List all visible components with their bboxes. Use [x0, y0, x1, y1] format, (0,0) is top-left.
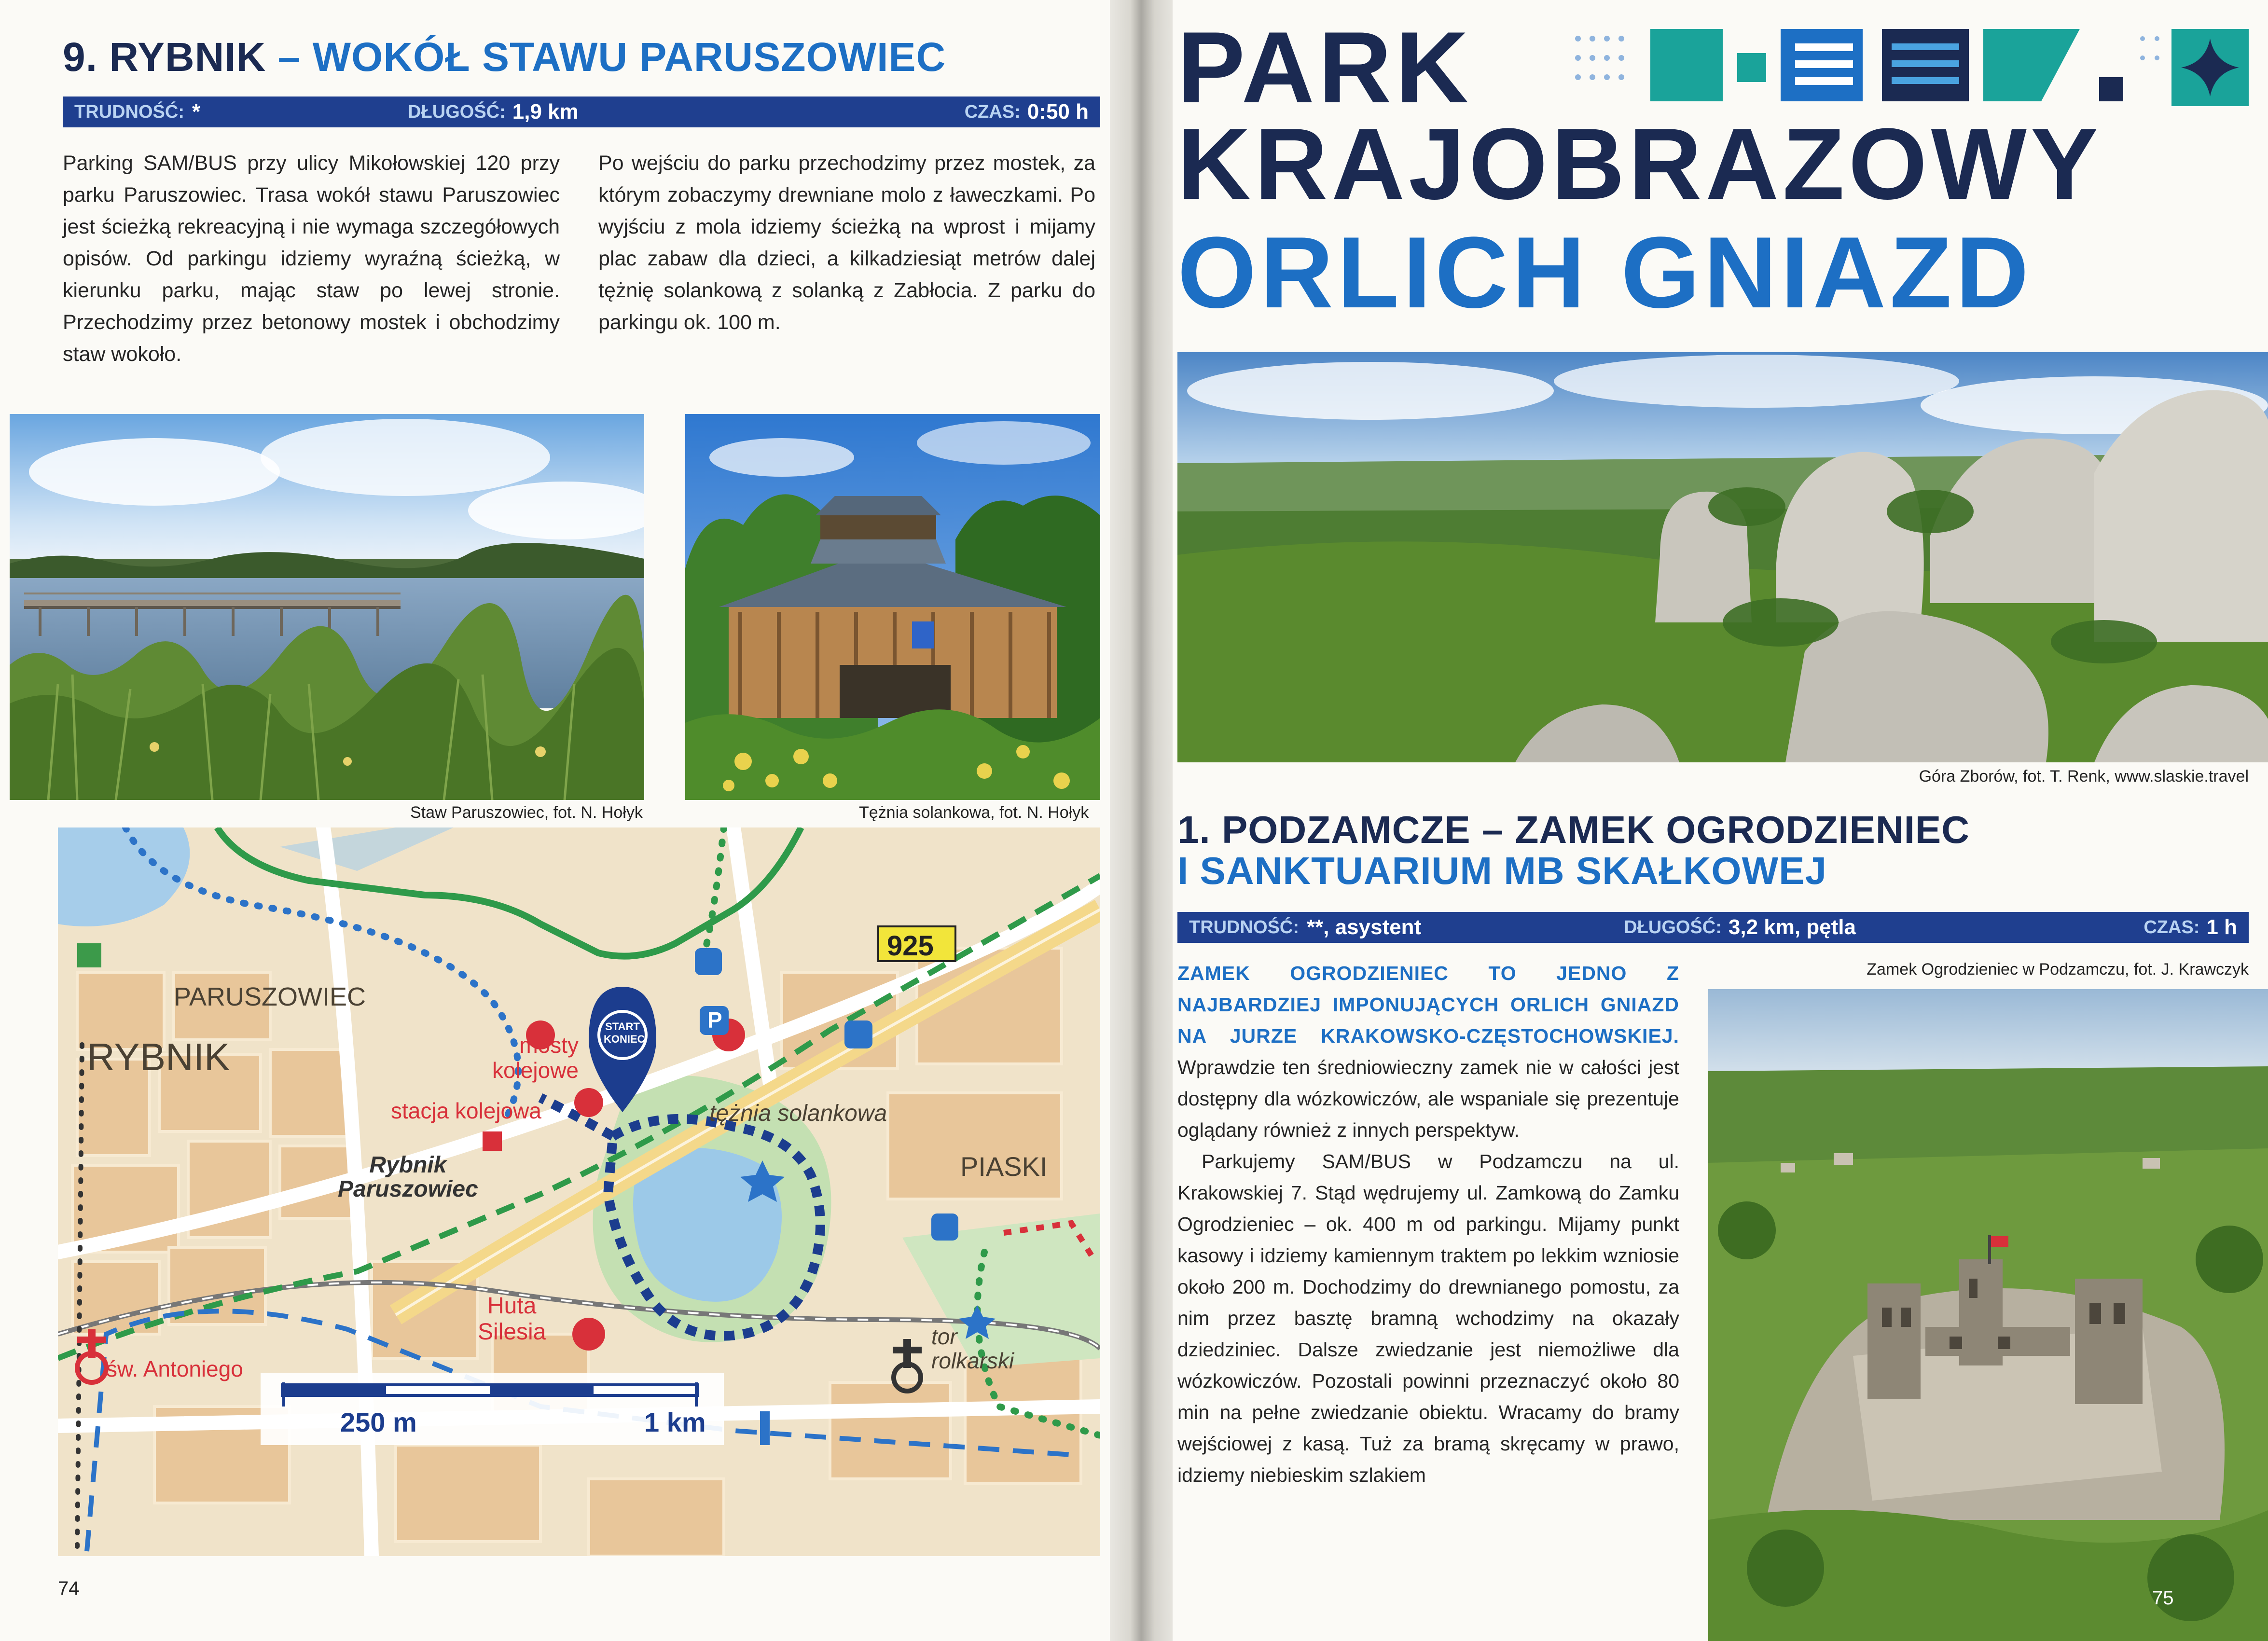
photo-staw-paruszowiec	[10, 414, 644, 800]
map-label-paruszowiec: PARUSZOWIEC	[174, 982, 366, 1011]
route-number-right: 1. PODZAMCZE	[1177, 808, 1471, 851]
right-page	[1173, 0, 2268, 1641]
left-page	[0, 0, 1110, 1641]
length-label-right: DŁUGOŚĆ:	[1624, 917, 1722, 938]
route-map	[58, 827, 1100, 1556]
end-label: KONIEC	[604, 1033, 645, 1045]
time-value: 0:50 h	[1027, 100, 1089, 124]
map-label-station-line-2: Paruszowiec	[338, 1176, 478, 1202]
time-label-right: CZAS:	[2144, 917, 2200, 938]
map-label-mosty-line-2: kolejowe	[492, 1058, 579, 1083]
map-label-antoniego: św. Antoniego	[106, 1356, 243, 1381]
time-value-right: 1 h	[2206, 915, 2237, 939]
right-paragraph-2: Parkujemy SAM/BUS w Podzamczu na ul. Krakowskiej 7. Stąd wędrujemy ul. Zamkową do Zamku Ogrodzieniec – ok. 400 m od parkingu. Mijamy punkt kasowy i idziemy kamiennym traktem po lekkim wzniosie około 200 m. Dochodzimy do drewnianego pomostu, za nim przez basztę bramną wchodzimy na okazały dziedziniec. Dalsze zwiedzanie jest niemożliwe dla wózkowiczów. Pozostali powinni przeznaczyć około 80 min na pełne zwiedzanie obiektu. Wracamy do bramy wejściowej z kasą. Tuż za bramą skręcamy w prawo, idziemy niebieskim szlakiem	[1177, 1150, 1679, 1486]
page-number-left: 74	[58, 1578, 80, 1599]
difficulty-value: *	[192, 100, 201, 124]
rocks-illustration	[1177, 352, 2268, 762]
caption-photo-2: Tężnia solankowa, fot. N. Hołyk	[859, 803, 1089, 822]
scale-label-1km: 1 km	[644, 1407, 706, 1437]
map-label-huta	[478, 1293, 546, 1345]
park-title-line-1: PARK	[1177, 11, 1473, 124]
route-info-bar-right	[1177, 912, 2249, 943]
caption-photo-1: Staw Paruszowiec, fot. N. Hołyk	[410, 803, 643, 822]
lake-illustration	[10, 414, 644, 800]
route-name: WOKÓŁ STAWU PARUSZOWIEC	[312, 34, 946, 80]
difficulty-label-right: TRUDNOŚĆ:	[1189, 917, 1299, 938]
photo-zamek-ogrodzieniec	[1708, 989, 2268, 1641]
photo-teznia-solankowa	[685, 414, 1100, 800]
route-title-right	[1177, 808, 1970, 851]
difficulty-label: TRUDNOŚĆ:	[74, 101, 184, 122]
left-paragraph-1: Parking SAM/BUS przy ulicy Mikołowskiej 120 przy parku Paruszowiec. Trasa wokół stawu Paruszowiec jest ścieżką rekreacyjną i nie wymaga szczegółowych opisów. Od parkingu idziemy wyraźną ścieżką, w kierunku parku, mając staw po lewej stronie. Przechodzimy przez betonowy mostek i obchodzimy staw wokoło.	[63, 152, 560, 366]
lead-text: ZAMEK OGRODZIENIEC TO JEDNO Z NAJBARDZIEJ IMPONUJĄCYCH ORLICH GNIAZD NA JURZE KRAKOWSKO-CZĘSTOCHOWSKIEJ.	[1177, 962, 1679, 1047]
route-dash: –	[277, 34, 301, 80]
map-drawing	[58, 827, 1100, 1556]
caption-hero-photo: Góra Zborów, fot. T. Renk, www.slaskie.travel	[1919, 767, 2249, 786]
caption-castle-photo: Zamek Ogrodzieniec w Podzamczu, fot. J. Krawczyk	[1867, 960, 2249, 979]
map-label-mosty-line-1: mosty	[519, 1033, 579, 1058]
start-end-pin	[604, 1020, 645, 1046]
page-number-right: 75	[2152, 1587, 2174, 1609]
map-label-huta-line-1: Huta	[487, 1293, 537, 1319]
length-value-right: 3,2 km, pętla	[1728, 915, 1856, 939]
start-label: START	[605, 1020, 640, 1033]
scale-label-250m: 250 m	[340, 1407, 417, 1437]
map-label-huta-line-2: Silesia	[478, 1319, 546, 1345]
map-label-tor	[931, 1324, 1014, 1373]
route-dash-right: –	[1481, 808, 1504, 851]
park-title-line-2: KRAJOBRAZOWY	[1177, 107, 2102, 221]
castle-illustration	[1708, 989, 2268, 1641]
decorative-header-graphic	[1568, 24, 2254, 116]
map-label-piaski: PIASKI	[960, 1151, 1048, 1182]
route-name-right-1: ZAMEK OGRODZIENIEC	[1515, 808, 1970, 851]
map-label-stacja: stacja kolejowa	[391, 1098, 541, 1123]
map-label-rybnik: RYBNIK	[87, 1035, 230, 1078]
route-info-bar-left	[63, 97, 1100, 127]
map-label-tor-line-1: tor	[931, 1324, 957, 1349]
route-name-right-2: I SANKTUARIUM MB SKAŁKOWEJ	[1177, 849, 1827, 892]
teznia-illustration	[685, 414, 1100, 800]
difficulty-value-right: **, asystent	[1306, 915, 1422, 939]
road-number-925: 925	[887, 930, 934, 962]
map-label-tor-line-2: rolkarski	[931, 1348, 1014, 1373]
route-title-left	[63, 34, 946, 81]
map-label-station	[338, 1153, 478, 1201]
length-value: 1,9 km	[512, 100, 579, 124]
time-label: CZAS:	[964, 101, 1021, 122]
right-paragraph-1: Wprawdzie ten średniowieczny zamek nie w całości jest dostępny dla wózkowiczów, ale wspaniale się prezentuje oglądany również z innych perspektyw.	[1177, 1056, 1679, 1141]
length-label: DŁUGOŚĆ:	[408, 101, 506, 122]
photo-gora-zborow	[1177, 352, 2268, 762]
map-label-mosty	[492, 1033, 579, 1083]
park-title-line-3: ORLICH GNIAZD	[1177, 216, 2033, 329]
route-number: 9. RYBNIK	[63, 34, 266, 80]
map-label-station-line-1: Rybnik	[369, 1152, 447, 1178]
parking-icon: P	[707, 1007, 722, 1033]
left-paragraph-2: Po wejściu do parku przechodzimy przez mostek, za którym zobaczymy drewniane molo z ławeczkami. Po wyjściu z mola idziemy ścieżką na wprost i mijamy plac zabaw dla dzieci, a kilkadziesiąt metrów dalej tężnię solankową z solanką z Zabłocia. Z parku do parkingu ok. 100 m.	[598, 152, 1095, 334]
map-label-teznia: tężnia solankowa	[709, 1101, 887, 1126]
right-body-column	[1177, 958, 1679, 1491]
